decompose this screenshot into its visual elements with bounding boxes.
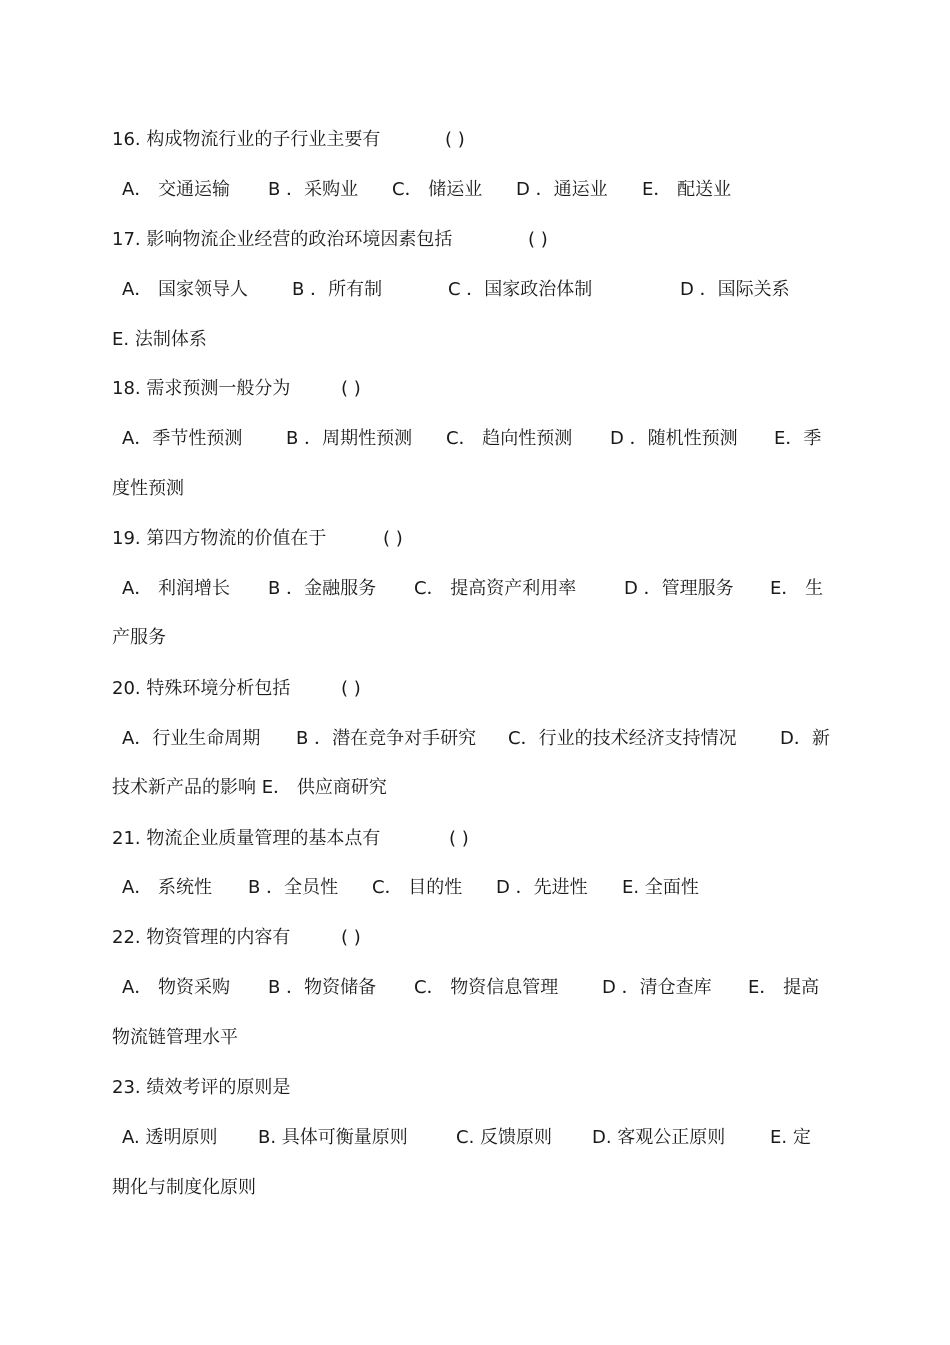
- question-22: [112, 923, 832, 953]
- question-16: [112, 125, 832, 155]
- option-a: A． 交通运输: [122, 179, 231, 200]
- option-b: B ．金融服务: [268, 578, 377, 599]
- options-23: [112, 1123, 832, 1153]
- question-21: [112, 824, 832, 854]
- continuation-22: [112, 1023, 832, 1053]
- option-a: A. 透明原则: [122, 1127, 218, 1148]
- option-b: B. 具体可衡量原则: [258, 1127, 408, 1148]
- question-text: 21. 物流企业质量管理的基本点有: [112, 828, 381, 849]
- option-c: C ．国家政治体制: [448, 279, 593, 300]
- option-e: E． 生: [770, 578, 824, 599]
- question-text: 17. 影响物流企业经营的政治环境因素包括: [112, 229, 453, 250]
- option-d: D ．国际关系: [680, 279, 790, 300]
- answer-paren: ( ): [449, 828, 469, 849]
- options-20: [112, 724, 832, 754]
- question-text: 19. 第四方物流的价值在于: [112, 528, 327, 549]
- continuation-23: [112, 1173, 832, 1203]
- option-d: D．新: [780, 728, 830, 749]
- question-text: 18. 需求预测一般分为: [112, 378, 291, 399]
- option-d: D ．随机性预测: [610, 428, 738, 449]
- option-b: B ．潜在竞争对手研究: [296, 728, 477, 749]
- option-e: E． 配送业: [642, 179, 732, 200]
- question-20: [112, 674, 832, 704]
- continuation-17: [112, 325, 832, 355]
- question-19: [112, 524, 832, 554]
- option-c: C． 提高资产利用率: [414, 578, 577, 599]
- option-e: E. 定: [770, 1127, 811, 1148]
- option-a: A． 利润增长: [122, 578, 231, 599]
- answer-paren: ( ): [445, 129, 465, 150]
- option-b: B ．所有制: [292, 279, 383, 300]
- option-a: A． 系统性: [122, 877, 213, 898]
- answer-paren: ( ): [383, 528, 403, 549]
- option-e: E． 提高: [748, 977, 820, 998]
- continuation-18: [112, 474, 832, 504]
- option-d: D ．管理服务: [624, 578, 734, 599]
- option-a: A． 物资采购: [122, 977, 231, 998]
- answer-paren: ( ): [528, 229, 548, 250]
- option-e-cont: 物流链管理水平: [112, 1027, 238, 1048]
- option-e: E. 全面性: [622, 877, 699, 898]
- option-e-cont: 产服务: [112, 627, 166, 648]
- options-22: [112, 973, 832, 1003]
- option-a: A．行业生命周期: [122, 728, 261, 749]
- question-17: [112, 225, 832, 255]
- option-d: D ．清仓查库: [602, 977, 712, 998]
- option-e-cont: 期化与制度化原则: [112, 1177, 256, 1198]
- option-b: B ．物资储备: [268, 977, 377, 998]
- option-c: C． 目的性: [372, 877, 463, 898]
- continuation-20: [112, 773, 832, 803]
- option-c: C． 储运业: [392, 179, 483, 200]
- option-c: C． 物资信息管理: [414, 977, 559, 998]
- option-a: A．季节性预测: [122, 428, 243, 449]
- option-a: A． 国家领导人: [122, 279, 249, 300]
- option-e: E. 法制体系: [112, 329, 207, 350]
- continuation-19: [112, 623, 832, 653]
- option-b: B ．周期性预测: [286, 428, 413, 449]
- option-d-cont: 技术新产品的影响 E． 供应商研究: [112, 777, 387, 798]
- answer-paren: ( ): [341, 927, 361, 948]
- options-17: [112, 275, 832, 305]
- option-c: C． 趋向性预测: [446, 428, 573, 449]
- answer-paren: ( ): [341, 678, 361, 699]
- options-21: [112, 873, 832, 903]
- option-b: B ．全员性: [248, 877, 339, 898]
- answer-paren: ( ): [341, 378, 361, 399]
- option-d: D. 客观公正原则: [592, 1127, 726, 1148]
- options-18: [112, 424, 832, 454]
- question-text: 23. 绩效考评的原则是: [112, 1077, 291, 1098]
- question-18: [112, 374, 832, 404]
- options-16: [112, 175, 832, 205]
- option-c: C. 反馈原则: [456, 1127, 553, 1148]
- options-19: [112, 574, 832, 604]
- option-c: C．行业的技术经济支持情况: [508, 728, 737, 749]
- question-text: 22. 物资管理的内容有: [112, 927, 291, 948]
- option-e-cont: 度性预测: [112, 478, 184, 499]
- option-e: E．季: [774, 428, 822, 449]
- question-text: 16. 构成物流行业的子行业主要有: [112, 129, 381, 150]
- option-d: D ．先进性: [496, 877, 588, 898]
- option-b: B ．采购业: [268, 179, 359, 200]
- question-text: 20. 特殊环境分析包括: [112, 678, 291, 699]
- option-d: D ．通运业: [516, 179, 608, 200]
- question-23: [112, 1073, 832, 1103]
